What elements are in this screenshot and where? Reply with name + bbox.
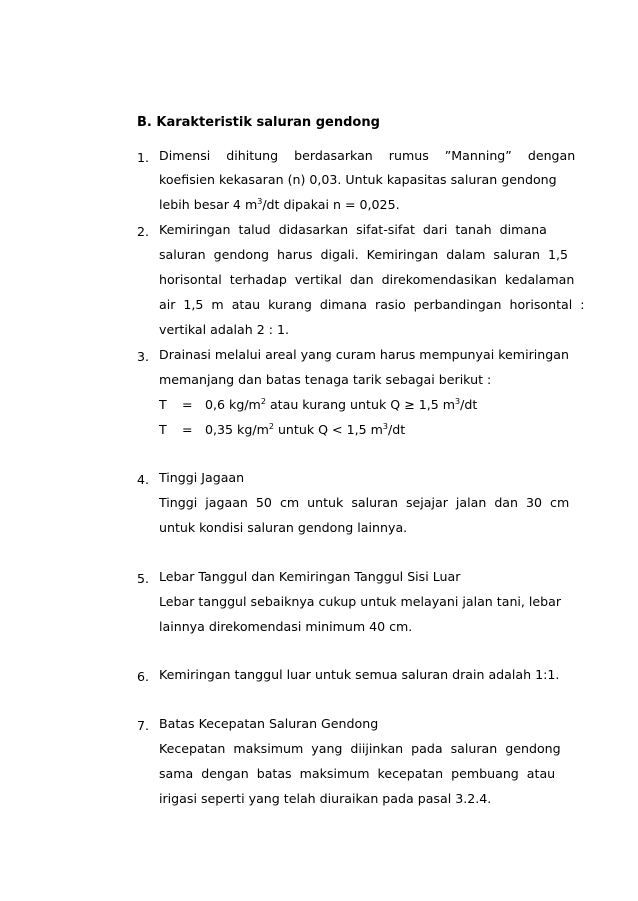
item-number: 1. bbox=[137, 150, 150, 165]
superscript: 3 bbox=[382, 422, 388, 431]
item-number: 3. bbox=[137, 349, 150, 364]
text-fragment: lebih besar 4 m bbox=[159, 197, 258, 212]
text-fragment: untuk Q < 1,5 m bbox=[273, 422, 383, 437]
item-title: Kemiringan tanggul luar untuk semua saluran drain adalah 1:1. bbox=[159, 667, 560, 682]
item-text-line: Dimensi dihitung berdasarkan rumus ”Manning” dengan bbox=[159, 148, 576, 163]
formula-text bbox=[205, 399, 477, 412]
item-title: Tinggi Jagaan bbox=[159, 470, 245, 485]
item-text-line: vertikal adalah 2 : 1. bbox=[159, 322, 290, 337]
text-fragment: /dt bbox=[388, 422, 406, 437]
item-title: Lebar Tanggul dan Kemiringan Tanggul Sisi Luar bbox=[159, 569, 461, 584]
superscript: 3 bbox=[257, 197, 263, 206]
item-text-line: koefisien kekasaran (n) 0,03. Untuk kapasitas saluran gendong bbox=[159, 172, 557, 187]
item-number: 2. bbox=[137, 224, 150, 239]
item-text-line bbox=[159, 199, 400, 212]
item-text-line: air 1,5 m atau kurang dimana rasio perbandingan horisontal : bbox=[159, 297, 585, 312]
item-text-line: irigasi seperti yang telah diuraikan pada pasal 3.2.4. bbox=[159, 791, 492, 806]
item-number: 6. bbox=[137, 669, 150, 684]
superscript: 3 bbox=[455, 397, 461, 406]
item-number: 5. bbox=[137, 571, 150, 586]
formula-t: T bbox=[159, 422, 167, 437]
formula-equals: = bbox=[182, 422, 193, 437]
item-text-line: horisontal terhadap vertikal dan direkomendasikan kedalaman bbox=[159, 272, 575, 287]
item-title: Batas Kecepatan Saluran Gendong bbox=[159, 716, 379, 731]
text-fragment: atau kurang untuk Q ≥ 1,5 m bbox=[265, 397, 456, 412]
item-text-line: saluran gendong harus digali. Kemiringan dalam saluran 1,5 bbox=[159, 247, 569, 262]
item-text-line: lainnya direkomendasi minimum 40 cm. bbox=[159, 619, 413, 634]
text-fragment: /dt bbox=[460, 397, 478, 412]
item-text-line: sama dengan batas maksimum kecepatan pembuang atau bbox=[159, 766, 556, 781]
item-number: 4. bbox=[137, 472, 150, 487]
superscript: 2 bbox=[268, 422, 274, 431]
text-fragment: /dt dipakai n = 0,025. bbox=[262, 197, 400, 212]
item-text-line: Tinggi jagaan 50 cm untuk saluran sejajar jalan dan 30 cm bbox=[159, 495, 570, 510]
formula-equals: = bbox=[182, 397, 193, 412]
item-text-line: Kecepatan maksimum yang diijinkan pada saluran gendong bbox=[159, 741, 561, 756]
formula-t: T bbox=[159, 397, 167, 412]
text-fragment: 0,35 kg/m bbox=[205, 422, 269, 437]
item-text-line: untuk kondisi saluran gendong lainnya. bbox=[159, 520, 408, 535]
item-number: 7. bbox=[137, 718, 150, 733]
text-fragment: 0,6 kg/m bbox=[205, 397, 261, 412]
item-text-line: Drainasi melalui areal yang curam harus mempunyai kemiringan bbox=[159, 347, 569, 362]
superscript: 2 bbox=[260, 397, 266, 406]
item-text-line: Kemiringan talud didasarkan sifat-sifat dari tanah dimana bbox=[159, 222, 547, 237]
item-text-line: Lebar tanggul sebaiknya cukup untuk melayani jalan tani, lebar bbox=[159, 594, 562, 609]
section-heading: B. Karakteristik saluran gendong bbox=[137, 115, 380, 130]
formula-text bbox=[205, 424, 405, 437]
item-text-line: memanjang dan batas tenaga tarik sebagai berikut : bbox=[159, 372, 492, 387]
